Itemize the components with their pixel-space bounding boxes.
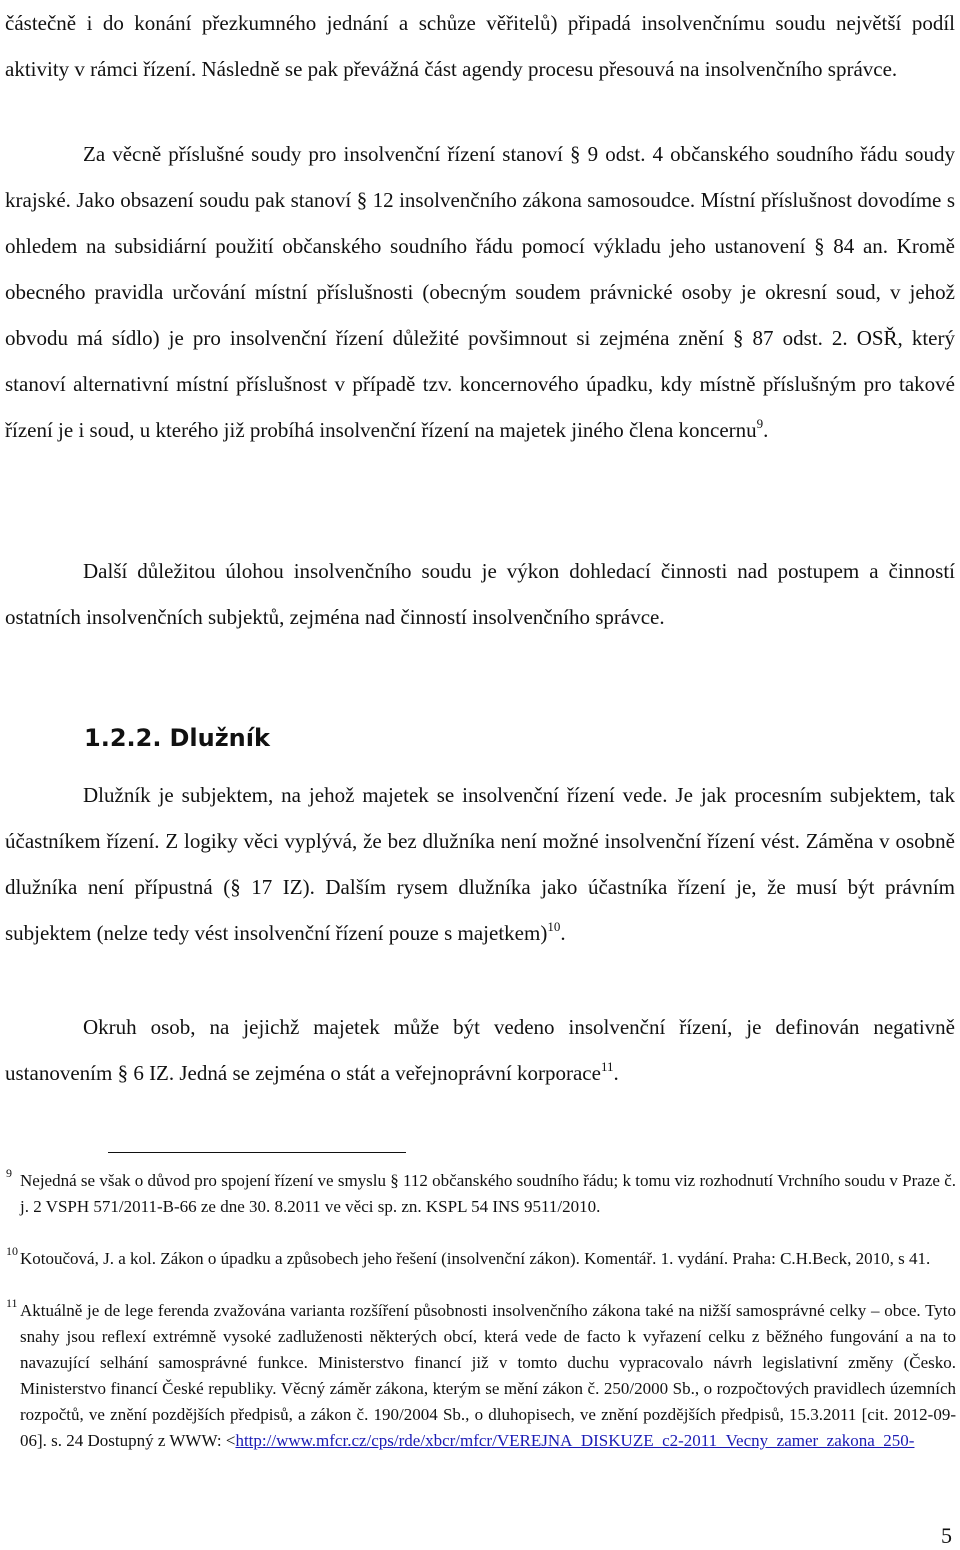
paragraph-jurisdiction-text: Za věcně příslušné soudy pro insolvenční řízení stanoví § 9 odst. 4 občanského soudního řádu soudy krajské. Jako obsazení soudu pak stanoví § 12 insolvenčního zákona samosoudce. Místní příslušnost dovodíme s ohledem na subsidiární použití občanského soudního řádu pomocí výkladu jeho ustanovení § 84 an. Kromě obecného pravidla určování místní příslušnosti (obecným soudem právnické osoby je okresní soud, v jehož obvodu má sídlo) je pro insolvenční řízení důležité povšimnout si zejména znění § 87 odst. 2. OSŘ, který stanoví alternativní místní příslušnost v případě tzv. koncernového úpadku, kdy místně příslušným pro takové řízení je i soud, u kterého již probíhá insolvenční řízení na majetek jiného člena koncernu xyxy=(5,142,955,442)
footnote-text: Aktuálně je de lege ferenda zvažována varianta rozšíření působnosti insolvenčního zákona také na nižší samosprávné celky – obce. Tyto snahy jsou reflexí extrémně vysoké zadluženosti některých obcí, která vede de facto k vyřazení celku z běžného fungování a na to navazující selhání samosprávné funkce. Ministerstvo financí již v tomto duchu vypracovalo návrh legislativní změny (Česko. Ministerstvo financí České republiky. Věcný záměr zákona, kterým se mění zákon č. 250/2000 Sb., o rozpočtových pravidlech územních rozpočtů, ve znění pozdějších předpisů, a zákon č. 190/2004 Sb., o dluhopisech, ve znění pozdějších předpisů, 15.3.2011 [cit. 2012-09-06]. s. 24 Dostupný z WWW: < xyxy=(20,1301,956,1450)
paragraph-debtor-text: Dlužník je subjektem, na jehož majetek se insolvenční řízení vede. Je jak procesním subjektem, tak účastníkem řízení. Z logiky věci vyplývá, že bez dlužníka není možné insolvenční řízení vést. Záměna v osobně dlužníka není přípustná (§ 17 IZ). Dalším rysem dlužníka jako účastníka řízení je, že musí být právním subjektem (nelze tedy vést insolvenční řízení pouze s majetkem) xyxy=(5,783,955,945)
paragraph-jurisdiction xyxy=(5,131,955,453)
paragraph-debtor xyxy=(5,772,955,956)
paragraph-end: . xyxy=(613,1061,619,1085)
footnote-number: 11 xyxy=(6,1296,18,1310)
footnote-text: Nejedná se však o důvod pro spojení řízení ve smyslu § 112 občanského soudního řádu; k tomu viz rozhodnutí Vrchního soudu v Praze č. j. 2 VSPH 571/2011-B-66 ze dne 30. 8.2011 ve věci sp. zn. KSPL 54 INS 9511/2010. xyxy=(20,1171,956,1216)
section-heading xyxy=(84,716,270,760)
paragraph-end: . xyxy=(560,921,566,945)
section-title: Dlužník xyxy=(169,724,270,752)
footnote-link[interactable]: http://www.mfcr.cz/cps/rde/xbcr/mfcr/VEREJNA_DISKUZE_c2-2011_Vecny_zamer_zakona_250- xyxy=(235,1431,915,1450)
paragraph-end: . xyxy=(763,418,769,442)
page-number: 5 xyxy=(941,1523,952,1548)
paragraph-scope-text: Okruh osob, na jejichž majetek může být vedeno insolvenční řízení, je definován negativně ustanovením § 6 IZ. Jedná se zejména o stát a veřejnoprávní korporace xyxy=(5,1015,955,1085)
footnote-text: Kotoučová, J. a kol. Zákon o úpadku a způsobech jeho řešení (insolvenční zákon). Komentář. 1. vydání. Praha: C.H.Beck, 2010, s 41. xyxy=(20,1249,931,1268)
paragraph-court-role: částečně i do konání přezkumného jednání a schůze věřitelů) připadá insolvenčnímu soudu největší podíl aktivity v rámci řízení. Následně se pak převážná část agendy procesu přesouvá na insolvenčního správce. xyxy=(5,11,955,81)
section-number: 1.2.2. xyxy=(84,724,162,752)
footnote-ref-9[interactable]: 9 xyxy=(756,416,764,431)
footnote-number: 10 xyxy=(6,1244,18,1258)
footnote-11 xyxy=(6,1296,956,1454)
footnote-separator xyxy=(108,1152,406,1153)
footnote-ref-10[interactable]: 10 xyxy=(547,919,561,934)
paragraph-scope xyxy=(5,1004,955,1096)
footnote-9 xyxy=(6,1166,956,1220)
footnote-ref-11[interactable]: 11 xyxy=(600,1059,614,1074)
footnote-10 xyxy=(6,1244,956,1272)
footnote-number: 9 xyxy=(6,1166,12,1180)
paragraph-supervision: Další důležitou úlohou insolvenčního soudu je výkon dohledací činnosti nad postupem a činností ostatních insolvenčních subjektů, zejména nad činností insolvenčního správce. xyxy=(5,559,955,629)
